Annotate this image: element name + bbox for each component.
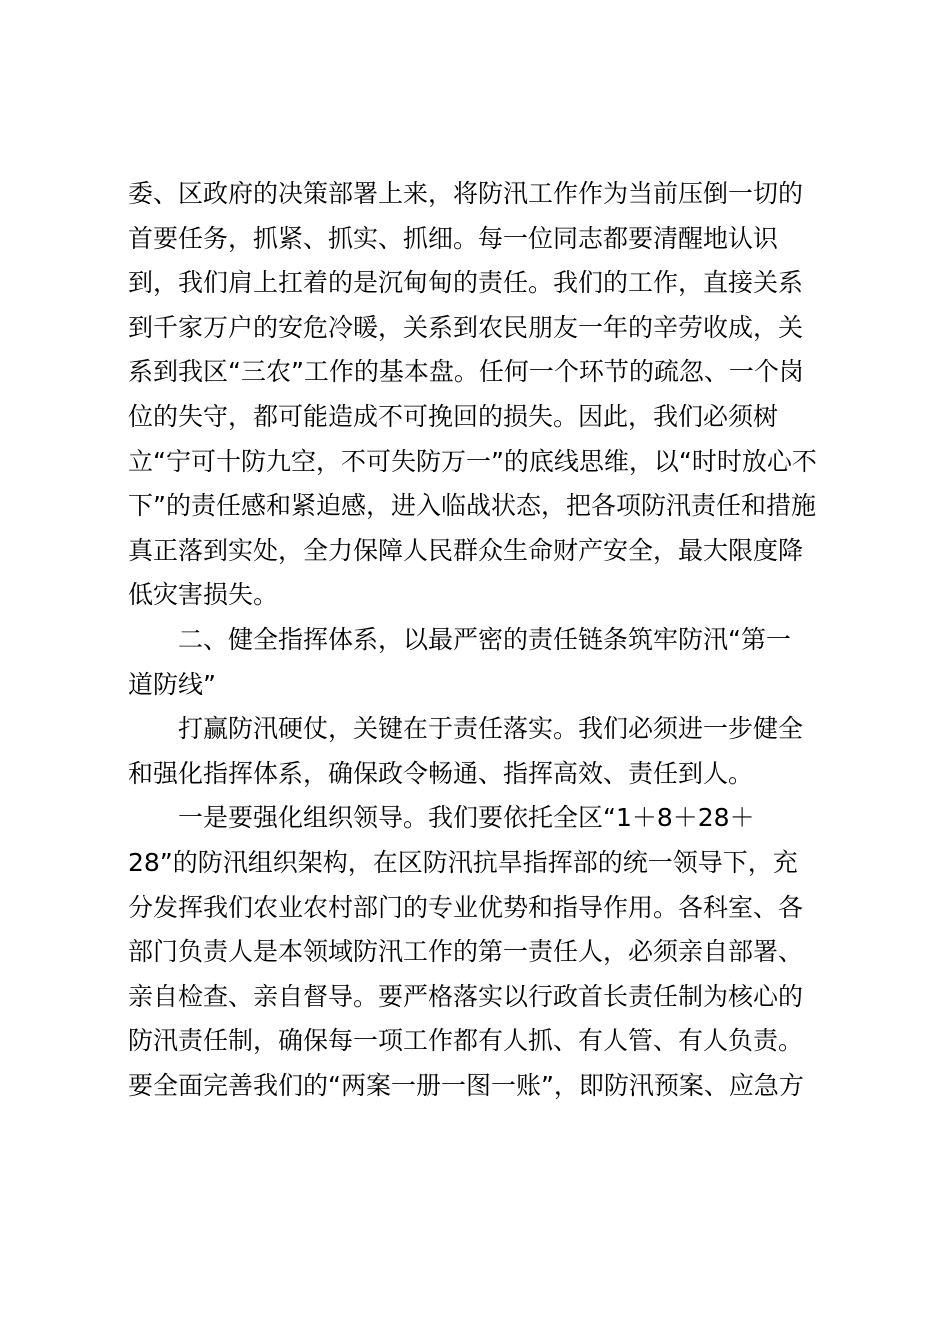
document-body xyxy=(128,172,832,1108)
text-line: 下”的责任感和紧迫感，进入临战状态，把各项防汛责任和措施 xyxy=(128,491,816,521)
text-line: 立“宁可十防九空，不可失防万一”的底线思维，以“时时放心不 xyxy=(128,446,817,476)
text-line: 要全面完善我们的“两案一册一图一账”，即防汛预案、应急方 xyxy=(128,1070,804,1100)
text-line: 28”的防汛组织架构，在区防汛抗旱指挥部的统一领导下，充 xyxy=(128,847,798,877)
text-line: 防汛责任制，确保每一项工作都有人抓、有人管、有人负责。 xyxy=(128,1026,804,1056)
text-line: 真正落到实处，全力保障人民群众生命财产安全，最大限度降 xyxy=(128,535,804,565)
text-line: 部门负责人是本领域防汛工作的第一责任人，必须亲自部署、 xyxy=(128,937,804,967)
text-line: 位的失守，都可能造成不可挽回的损失。因此，我们必须树 xyxy=(128,401,779,431)
text-line: 一是要强化组织领导。我们要依托全区“1＋8＋28＋ xyxy=(178,803,755,833)
text-line: 系到我区“三农”工作的基本盘。任何一个环节的疏忽、一个岗 xyxy=(128,357,804,387)
text-line: 和强化指挥体系，确保政令畅通、指挥高效、责任到人。 xyxy=(128,758,754,788)
section-heading-line: 二、健全指挥体系，以最严密的责任链条筑牢防汛“第一 xyxy=(178,624,791,654)
text-line: 低灾害损失。 xyxy=(128,580,279,610)
text-line: 分发挥我们农业农村部门的专业优势和指导作用。各科室、各 xyxy=(128,892,804,922)
text-line: 到，我们肩上扛着的是沉甸甸的责任。我们的工作，直接关系 xyxy=(128,268,804,298)
section-heading-line: 道防线” xyxy=(128,669,216,699)
text-line: 到千家万户的安危冷暖，关系到农民朋友一年的辛劳收成，关 xyxy=(128,312,804,342)
text-line: 委、区政府的决策部署上来，将防汛工作作为当前压倒一切的 xyxy=(128,179,804,208)
text-line: 打赢防汛硬仗，关键在于责任落实。我们必须进一步健全 xyxy=(178,714,804,744)
text-line: 亲自检查、亲自督导。要严格落实以行政首长责任制为核心的 xyxy=(128,981,804,1011)
text-line: 首要任务，抓紧、抓实、抓细。每一位同志都要清醒地认识 xyxy=(128,223,779,253)
